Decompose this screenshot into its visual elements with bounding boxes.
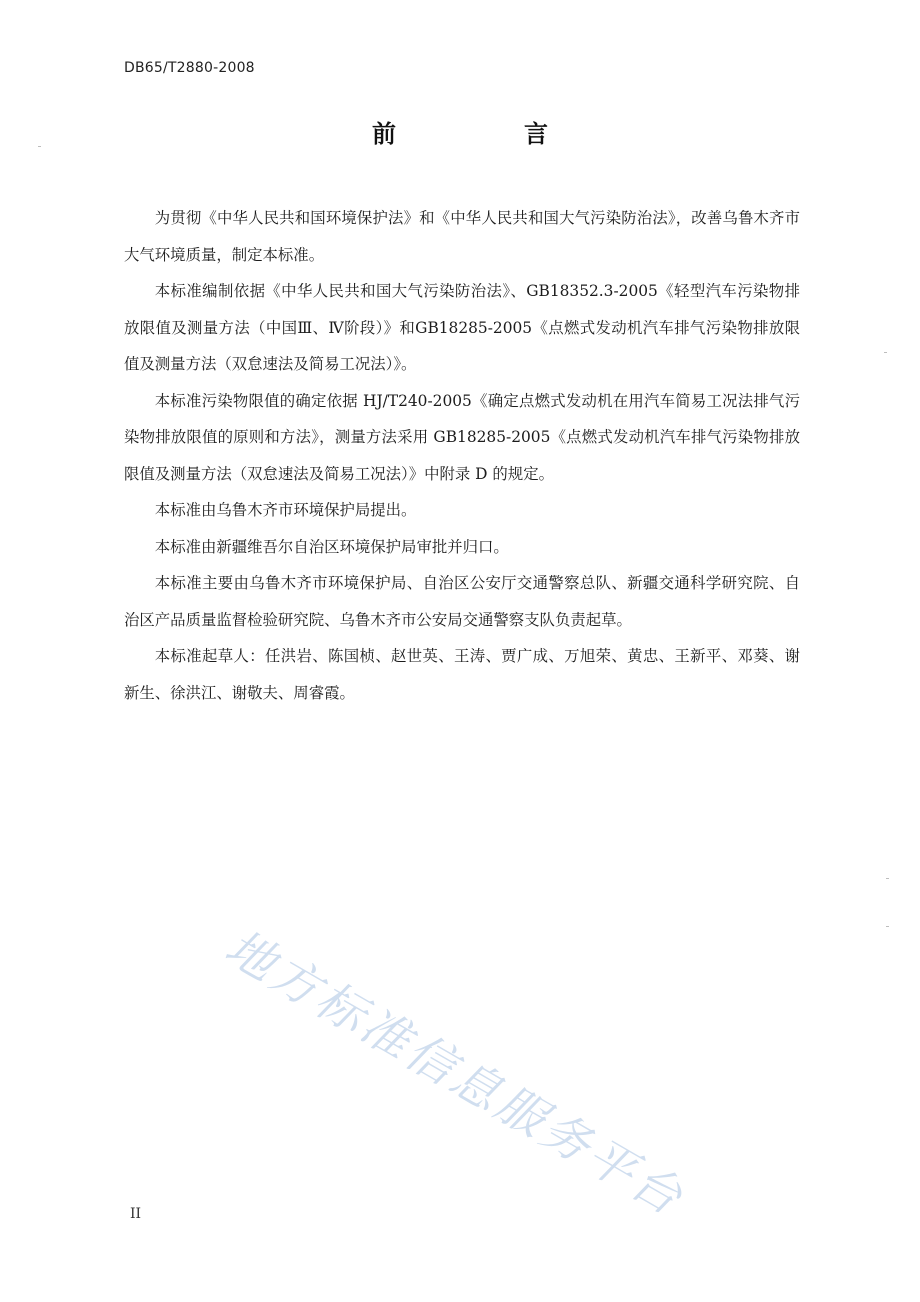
paragraph-proposer: 本标准由乌鲁木齐市环境保护局提出。 <box>154 501 417 519</box>
paragraph-limits: 本标准污染物限值的确定依据 HJ/T240-2005《确定点燃式发动机在用汽车简易工况法排气污染物排放限值的原则和方法》，测量方法采用 GB18285-2005《点燃式发动机汽车排气污染物排放限值及测量方法（双怠速法及简易工况法）》中附录 D 的规定。 <box>124 391 800 483</box>
foreword-body <box>124 200 800 711</box>
page-title: 前 言 <box>372 120 600 148</box>
page-number: II <box>130 1206 142 1222</box>
paragraph-drafting-units: 本标准主要由乌鲁木齐市环境保护局、自治区公安厅交通警察总队、新疆交通科学研究院、自治区产品质量监督检验研究院、乌鲁木齐市公安局交通警察支队负责起草。 <box>124 574 800 629</box>
paragraph-drafters: 本标准起草人：任洪岩、陈国桢、赵世英、王涛、贾广成、万旭荣、黄忠、王新平、邓葵、谢新生、徐洪江、谢敬夫、周睿霞。 <box>124 647 800 702</box>
paragraph-approver: 本标准由新疆维吾尔自治区环境保护局审批并归口。 <box>154 537 509 556</box>
scan-speck <box>884 352 887 353</box>
paragraph-purpose: 为贯彻《中华人民共和国环境保护法》和《中华人民共和国大气污染防治法》，改善乌鲁木齐市大气环境质量，制定本标准。 <box>124 209 800 264</box>
paragraph-basis: 本标准编制依据《中华人民共和国大气污染防治法》、GB18352.3-2005《轻型汽车污染物排放限值及测量方法（中国Ⅲ、Ⅳ阶段）》和GB18285-2005《点燃式发动机汽车排气污染物排放限值及测量方法（双怠速法及简易工况法）》。 <box>124 282 800 373</box>
scan-speck <box>886 878 889 879</box>
standard-code: DB65/T2880-2008 <box>124 60 255 76</box>
watermark: 地方标准信息服务平台 <box>215 919 695 1228</box>
scan-speck <box>38 146 41 147</box>
scan-speck <box>886 926 889 927</box>
